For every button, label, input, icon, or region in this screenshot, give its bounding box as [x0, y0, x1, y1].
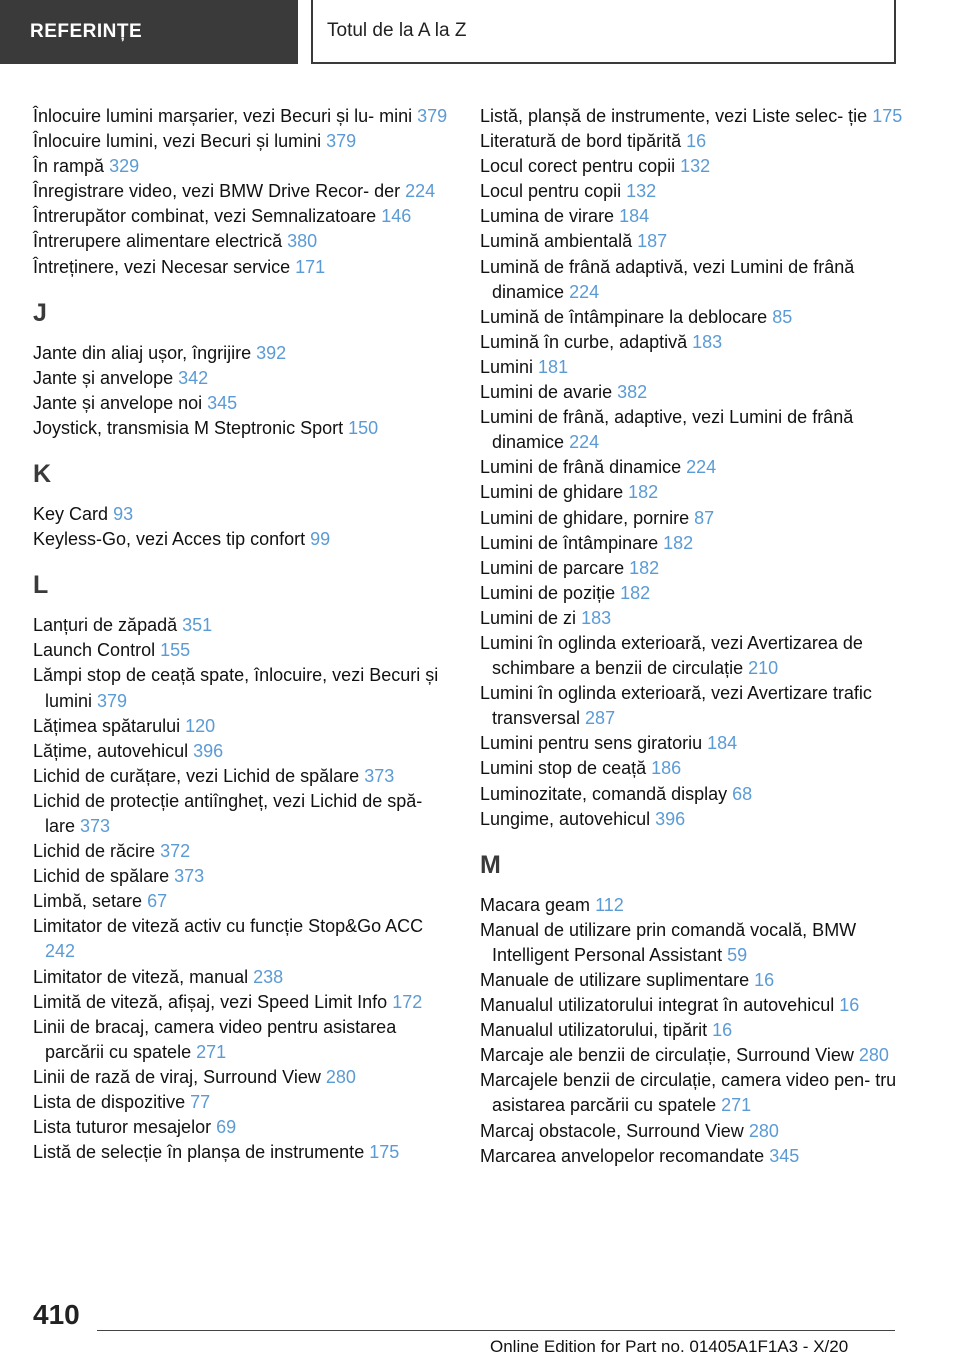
- page-reference-link[interactable]: 67: [147, 891, 168, 912]
- index-entry-text: Linii de rază de viraj, Surround View: [33, 1066, 321, 1087]
- page-reference-link[interactable]: 382: [617, 382, 648, 403]
- index-entry-text: Lumină în curbe, adaptivă: [480, 331, 688, 352]
- index-entry: [480, 581, 920, 606]
- page-reference-link[interactable]: 351: [182, 615, 213, 636]
- index-entry-text: Întreținere, vezi Necesar service: [33, 256, 291, 277]
- index-entry: [33, 990, 453, 1015]
- index-entry-text: Jante și anvelope: [33, 367, 174, 388]
- index-entry: [480, 204, 920, 229]
- index-entry-text: Lumini de ghidare: [480, 482, 624, 503]
- page-reference-link[interactable]: 224: [686, 457, 717, 478]
- page-reference-link[interactable]: 182: [663, 532, 694, 553]
- index-entry-text: Limbă, setare: [33, 891, 143, 912]
- index-entry-text: Lățime, autovehicul: [33, 740, 189, 761]
- page-reference-link[interactable]: 87: [694, 507, 715, 528]
- page-reference-link[interactable]: 16: [754, 970, 775, 990]
- page-reference-link[interactable]: 345: [207, 392, 238, 413]
- index-entry: [33, 416, 453, 441]
- index-entry: [480, 255, 920, 305]
- page-reference-link[interactable]: 112: [595, 894, 624, 915]
- index-entry: [480, 1144, 920, 1169]
- index-entry: [480, 1043, 920, 1068]
- index-entry-text: Lumini de parcare: [480, 557, 625, 578]
- page-reference-link[interactable]: 396: [655, 808, 686, 829]
- footer-divider: [97, 1330, 895, 1331]
- page-reference-link[interactable]: 372: [160, 841, 191, 862]
- page-reference-link[interactable]: 150: [348, 417, 379, 438]
- page-reference-link[interactable]: 59: [727, 944, 748, 965]
- page-reference-link[interactable]: 280: [858, 1045, 889, 1066]
- index-entry: [480, 681, 920, 731]
- index-entry: [33, 502, 453, 527]
- index-entry-text: Lumina de virare: [480, 206, 615, 227]
- index-letter-heading: L: [33, 571, 49, 600]
- index-entry: [480, 104, 920, 129]
- index-entry-text: Limitator de viteză activ cu funcție Stop&Go ACC: [33, 916, 424, 937]
- page-reference-link[interactable]: 187: [637, 231, 668, 252]
- page-reference-link[interactable]: 373: [364, 765, 395, 786]
- index-entry-text: Marcaje ale benzii de circulație, Surround View: [480, 1045, 854, 1066]
- page-reference-link[interactable]: 155: [160, 640, 191, 661]
- index-entry: [33, 1115, 453, 1140]
- index-entry-text: Lichid de răcire: [33, 841, 156, 862]
- index-entry-text: Limită de viteză, afișaj, vezi Speed Limit Info: [33, 991, 388, 1012]
- page-reference-link[interactable]: 93: [113, 504, 134, 525]
- page-reference-link[interactable]: 171: [295, 256, 326, 277]
- page-reference-link[interactable]: 380: [287, 231, 318, 252]
- index-entry: [480, 631, 920, 681]
- index-entry: [480, 807, 920, 832]
- index-entry: [33, 914, 453, 964]
- footer-edition: Online Edition for Part no. 01405A1F1A3 - X/20: [490, 1337, 849, 1356]
- page-reference-link[interactable]: 271: [721, 1095, 752, 1116]
- index-entry-text: Lumină de frână adaptivă, vezi Lumini de frână dinamice: [480, 256, 855, 302]
- index-entry: [480, 968, 920, 993]
- index-entry-text: Lămpi stop de ceață spate, înlocuire, vezi Becuri și lumini: [33, 665, 439, 711]
- index-entry-text: Lumini de ghidare, pornire: [480, 507, 690, 528]
- index-entry: [33, 663, 453, 713]
- page-reference-link[interactable]: 99: [310, 529, 331, 550]
- page-reference-link[interactable]: 373: [80, 815, 111, 836]
- index-entry-text: Keyless-Go, vezi Acces tip confort: [33, 529, 306, 550]
- index-entry: [33, 104, 453, 129]
- index-entry: [480, 556, 920, 581]
- index-entry: [33, 154, 453, 179]
- page-reference-link[interactable]: 120: [185, 715, 216, 736]
- index-entry: [480, 731, 920, 756]
- index-entry: [480, 1018, 920, 1043]
- page-reference-link[interactable]: 181: [538, 356, 569, 377]
- index-entry: [33, 638, 453, 663]
- page-reference-link[interactable]: 396: [193, 740, 224, 761]
- index-entry-text: Lumini în oglinda exterioară, vezi Avertizare trafic transversal: [480, 683, 872, 729]
- index-entry: [33, 889, 453, 914]
- index-entry-text: Întrerupere alimentare electrică: [33, 231, 283, 252]
- index-entry: [33, 613, 453, 638]
- index-entry-text: Lumini stop de ceață: [480, 758, 647, 779]
- page-reference-link[interactable]: 69: [216, 1117, 237, 1138]
- index-entry-text: Înlocuire lumini marșarier, vezi Becuri și lu‐ mini: [33, 106, 413, 126]
- index-entry-text: Manual de utilizare prin comandă vocală, BMW Intelligent Personal Assistant: [480, 919, 857, 965]
- index-entry-text: Literatură de bord tipărită: [480, 131, 682, 152]
- index-entry-text: Manuale de utilizare suplimentare: [480, 970, 750, 990]
- index-entry-text: Marcajele benzii de circulație, camera video pen‐ tru asistarea parcării cu spatele: [480, 1070, 897, 1116]
- index-entry-text: Lumini de zi: [480, 607, 577, 628]
- index-entry: [480, 380, 920, 405]
- index-entry-text: Lichid de protecție antiîngheț, vezi Lichid de spă‐ lare: [33, 790, 423, 836]
- page-reference-link[interactable]: 16: [686, 131, 707, 152]
- index-entry: [480, 782, 920, 807]
- index-entry-text: Listă, planșă de instrumente, vezi Liste selec‐ ție: [480, 106, 868, 126]
- index-entry: [33, 204, 453, 229]
- page-reference-link[interactable]: 224: [569, 281, 600, 302]
- index-entry-text: Lichid de curățare, vezi Lichid de spălare: [33, 765, 360, 786]
- index-entry-text: Jante și anvelope noi: [33, 392, 203, 413]
- page-reference-link[interactable]: 182: [628, 482, 659, 503]
- page-reference-link[interactable]: 16: [712, 1020, 733, 1041]
- index-entry: [33, 527, 453, 552]
- index-entry-text: Listă de selecție în planșa de instrumente: [33, 1142, 365, 1163]
- index-entry: [33, 965, 453, 990]
- index-entry-text: Lista tuturor mesajelor: [33, 1117, 212, 1138]
- index-entry: [33, 864, 453, 889]
- page-reference-link[interactable]: 183: [692, 331, 723, 352]
- chapter-header: [311, 0, 896, 64]
- page-reference-link[interactable]: 379: [97, 690, 128, 711]
- page-number: 410: [33, 1299, 80, 1330]
- index-entry: [480, 330, 920, 355]
- page-reference-link[interactable]: 379: [326, 131, 357, 152]
- page-reference-link[interactable]: 224: [569, 432, 600, 453]
- index-letter-heading: K: [33, 460, 52, 489]
- index-entry-text: Înregistrare video, vezi BMW Drive Recor‐ der: [33, 181, 401, 202]
- index-entry: [33, 1090, 453, 1115]
- index-entry: [480, 1119, 920, 1144]
- index-entry-text: Înlocuire lumini, vezi Becuri și lumini: [33, 131, 322, 152]
- index-entry: [480, 355, 920, 380]
- index-entry: [33, 1140, 453, 1165]
- page-reference-link[interactable]: 287: [585, 708, 616, 729]
- page-reference-link[interactable]: 182: [629, 557, 660, 578]
- index-entry-text: Manualul utilizatorului, tipărit: [480, 1020, 708, 1041]
- index-entry: [33, 179, 453, 204]
- index-entry-text: Joystick, transmisia M Steptronic Sport: [33, 417, 344, 438]
- index-entry: [480, 480, 920, 505]
- index-entry-text: Lumini de poziție: [480, 582, 616, 603]
- page-reference-link[interactable]: 345: [769, 1145, 800, 1166]
- index-entry: [480, 1068, 920, 1118]
- page-reference-link[interactable]: 85: [772, 306, 793, 327]
- index-entry-text: Lumini de frână dinamice: [480, 457, 682, 478]
- index-entry: [480, 405, 920, 455]
- page-reference-link[interactable]: 242: [45, 941, 76, 962]
- index-entry-text: Marcaj obstacole, Surround View: [480, 1120, 744, 1141]
- index-letter-heading: M: [480, 850, 501, 879]
- index-entry-text: Lumini de frână, adaptive, vezi Lumini de frână dinamice: [480, 407, 854, 453]
- index-entry: [480, 506, 920, 531]
- page-reference-link[interactable]: 132: [680, 156, 711, 177]
- page-reference-link[interactable]: 238: [253, 966, 284, 987]
- index-entry: [33, 1065, 453, 1090]
- index-entry-text: Luminozitate, comandă display: [480, 783, 728, 804]
- page-reference-link[interactable]: 271: [196, 1041, 227, 1062]
- page-reference-link[interactable]: 16: [839, 995, 860, 1016]
- page-reference-link[interactable]: 280: [325, 1066, 356, 1087]
- index-entry-text: Lumini pentru sens giratoriu: [480, 733, 703, 754]
- index-column-left: [33, 104, 453, 1165]
- index-entry-text: Lumini în oglinda exterioară, vezi Avertizarea de schimbare a benzii de circulație: [480, 632, 863, 679]
- page-reference-link[interactable]: 175: [872, 106, 903, 126]
- index-entry: [480, 179, 920, 204]
- index-entry-text: Limitator de viteză, manual: [33, 966, 249, 987]
- index-letter-heading: J: [33, 298, 47, 327]
- index-entry-text: Manualul utilizatorului integrat în autovehicul: [480, 995, 835, 1016]
- index-entry: [33, 366, 453, 391]
- index-entry-text: Launch Control: [33, 640, 156, 661]
- index-entry-text: Lichid de spălare: [33, 866, 170, 887]
- index-entry-text: Key Card: [33, 504, 109, 525]
- index-entry-text: Jante din aliaj ușor, îngrijire: [33, 342, 252, 363]
- index-entry: [480, 229, 920, 254]
- index-entry-text: Întrerupător combinat, vezi Semnalizatoare: [33, 206, 377, 227]
- index-entry-text: Linii de bracaj, camera video pentru asistarea parcării cu spatele: [33, 1016, 397, 1062]
- page-reference-link[interactable]: 210: [748, 658, 779, 679]
- index-entry-text: Lista de dispozitive: [33, 1092, 186, 1112]
- index-entry-text: Locul corect pentru copii: [480, 156, 676, 177]
- index-column-right: [480, 104, 920, 1169]
- page-reference-link[interactable]: 186: [651, 758, 682, 779]
- page-reference-link[interactable]: 68: [732, 783, 753, 804]
- page-reference-link[interactable]: 175: [369, 1142, 400, 1163]
- index-entry: [33, 789, 453, 839]
- index-entry-text: Locul pentru copii: [480, 181, 622, 202]
- index-entry: [480, 918, 920, 968]
- index-entry-text: Marcarea anvelopelor recomandate: [480, 1145, 765, 1166]
- index-entry-text: Lumină de întâmpinare la deblocare: [480, 306, 768, 327]
- index-entry-text: Lanțuri de zăpadă: [33, 615, 178, 636]
- index-entry: [33, 129, 453, 154]
- index-entry: [33, 764, 453, 789]
- index-entry-text: Lumini de întâmpinare: [480, 532, 659, 553]
- index-entry: [480, 893, 920, 918]
- index-entry-text: Lumină ambientală: [480, 231, 633, 252]
- chapter-title: Totul de la A la Z: [327, 20, 467, 41]
- index-entry: [480, 455, 920, 480]
- index-entry-text: Lumini de avarie: [480, 382, 613, 403]
- page-reference-link[interactable]: 184: [707, 733, 738, 754]
- page-reference-link[interactable]: 224: [405, 181, 436, 202]
- index-entry-text: Macara geam: [480, 894, 591, 915]
- page-reference-link[interactable]: 182: [620, 582, 651, 603]
- page-reference-link[interactable]: 184: [619, 206, 650, 227]
- index-entry: [480, 606, 920, 631]
- page-reference-link[interactable]: 183: [581, 607, 612, 628]
- page-reference-link[interactable]: 392: [256, 342, 287, 363]
- index-entry: [33, 229, 453, 254]
- index-entry-text: Lățimea spătarului: [33, 715, 181, 736]
- index-entry: [480, 531, 920, 556]
- page-reference-link[interactable]: 373: [174, 866, 205, 887]
- index-entry-text: În rampă: [33, 156, 105, 177]
- index-entry: [33, 341, 453, 366]
- page-reference-link[interactable]: 342: [178, 367, 209, 388]
- section-title: REFERINȚE: [30, 21, 143, 42]
- index-entry-text: Lumini: [480, 356, 534, 377]
- index-entry: [33, 839, 453, 864]
- page-reference-link[interactable]: 77: [190, 1092, 211, 1112]
- page-reference-link[interactable]: 280: [748, 1120, 779, 1141]
- page-reference-link[interactable]: 172: [392, 991, 423, 1012]
- index-entry: [480, 129, 920, 154]
- index-entry: [480, 305, 920, 330]
- index-entry: [33, 391, 453, 416]
- index-entry: [480, 154, 920, 179]
- index-entry: [33, 714, 453, 739]
- page-reference-link[interactable]: 132: [626, 181, 657, 202]
- page-reference-link[interactable]: 146: [381, 206, 412, 227]
- section-tab: [0, 0, 298, 64]
- page-reference-link[interactable]: 379: [417, 106, 448, 126]
- index-entry: [33, 739, 453, 764]
- index-entry: [480, 756, 920, 781]
- index-entry: [33, 1015, 453, 1065]
- index-entry: [480, 993, 920, 1018]
- index-entry: [33, 255, 453, 280]
- index-entry-text: Lungime, autovehicul: [480, 808, 651, 829]
- page-reference-link[interactable]: 329: [109, 156, 140, 177]
